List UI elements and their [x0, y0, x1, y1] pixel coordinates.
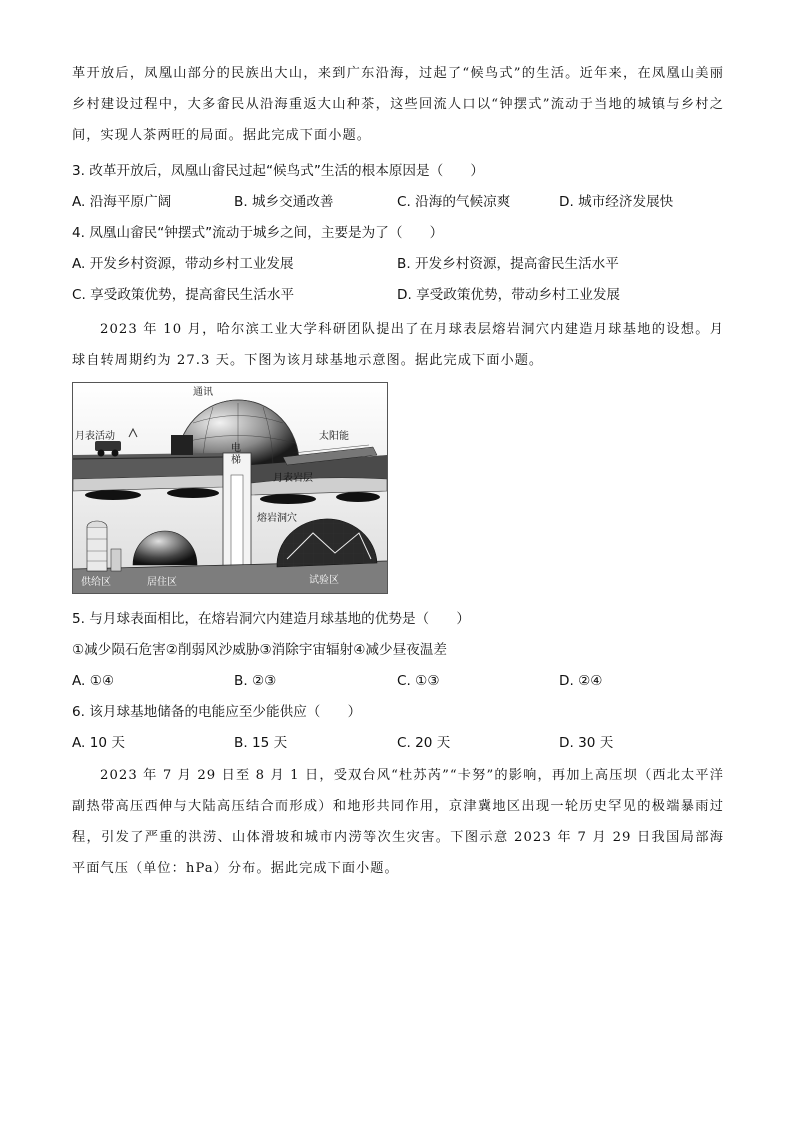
intro-paragraph-rainstorm: 2023 年 7 月 29 日至 8 月 1 日，受双台风“杜苏芮”“卡努”的影响，再加上高压坝（西北太平洋副热带高压西伸与大陆高压结合而形成）和地形共同作用，京津冀地区出现一轮历史罕见的极端暴雨过程，引发了严重的洪涝、山体滑坡和城市内涝等次生灾害。下图示意 2023 年 7 月 29 日我国局部海平面气压（单位：hPa）分布。据此完成下面小题。: [72, 768, 724, 876]
question-4-option-b[interactable]: B. 开发乡村资源，提高畲民生活水平: [397, 256, 619, 272]
question-5-option-c[interactable]: C. ①③: [397, 673, 440, 689]
question-5-stem: 5. 与月球表面相比，在熔岩洞穴内建造月球基地的优势是（ ）: [72, 611, 470, 627]
label-communication: 通讯: [193, 387, 213, 398]
question-5-option-d[interactable]: D. ②④: [559, 673, 603, 689]
question-5-option-a[interactable]: A. ①④: [72, 673, 115, 689]
question-6-option-d[interactable]: D. 30 天: [559, 735, 614, 751]
label-living-area: 居住区: [147, 577, 177, 588]
label-surface-activity: 月表活动: [75, 431, 115, 442]
label-supply-area: 供给区: [81, 577, 111, 588]
question-5-items: ①减少陨石危害②削弱风沙威胁③消除宇宙辐射④减少昼夜温差: [72, 642, 447, 658]
question-4-option-d[interactable]: D. 享受政策优势，带动乡村工业发展: [397, 287, 621, 303]
question-3-option-d[interactable]: D. 城市经济发展快: [559, 194, 674, 210]
question-5-option-b[interactable]: B. ②③: [234, 673, 277, 689]
question-3-option-c[interactable]: C. 沿海的气候凉爽: [397, 194, 511, 210]
question-3-option-a[interactable]: A. 沿海平原广阔: [72, 194, 172, 210]
question-3-option-b[interactable]: B. 城乡交通改善: [234, 194, 334, 210]
question-4-option-c[interactable]: C. 享受政策优势，提高畲民生活水平: [72, 287, 295, 303]
intro-paragraph-moon-base: 2023 年 10 月，哈尔滨工业大学科研团队提出了在月球表层熔岩洞穴内建造月球基地的设想。月球自转周期约为 27.3 天。下图为该月球基地示意图。据此完成下面小题。: [72, 322, 724, 368]
label-elevator: 电梯: [231, 443, 241, 466]
intro-paragraph-fenghuang: 革开放后，凤凰山部分的民族出大山，来到广东沿海，过起了“候鸟式”的生活。近年来，在凤凰山美丽乡村建设过程中，大多畲民从沿海重返大山种茶，这些回流人口以“钟摆式”流动于当地的城镇与乡村之间，实现人茶两旺的局面。据此完成下面小题。: [72, 66, 724, 143]
moon-base-diagram: [72, 382, 388, 594]
question-3-stem: 3. 改革开放后，凤凰山畲民过起“候鸟式”生活的根本原因是（ ）: [72, 163, 484, 179]
question-6-stem: 6. 该月球基地储备的电能应至少能供应（ ）: [72, 704, 362, 720]
question-6-option-c[interactable]: C. 20 天: [397, 735, 451, 751]
label-lunar-rock-layer: 月表岩层: [273, 473, 313, 484]
question-4-option-a[interactable]: A. 开发乡村资源，带动乡村工业发展: [72, 256, 294, 272]
question-6-option-b[interactable]: B. 15 天: [234, 735, 288, 751]
label-test-area: 试验区: [309, 575, 339, 586]
question-4-stem: 4. 凤凰山畲民“钟摆式”流动于城乡之间，主要是为了（ ）: [72, 225, 444, 241]
question-6-option-a[interactable]: A. 10 天: [72, 735, 125, 751]
label-lava-cave: 熔岩洞穴: [257, 513, 297, 524]
moon-base-illustration: [73, 383, 387, 593]
label-solar-power: 太阳能: [319, 431, 349, 442]
